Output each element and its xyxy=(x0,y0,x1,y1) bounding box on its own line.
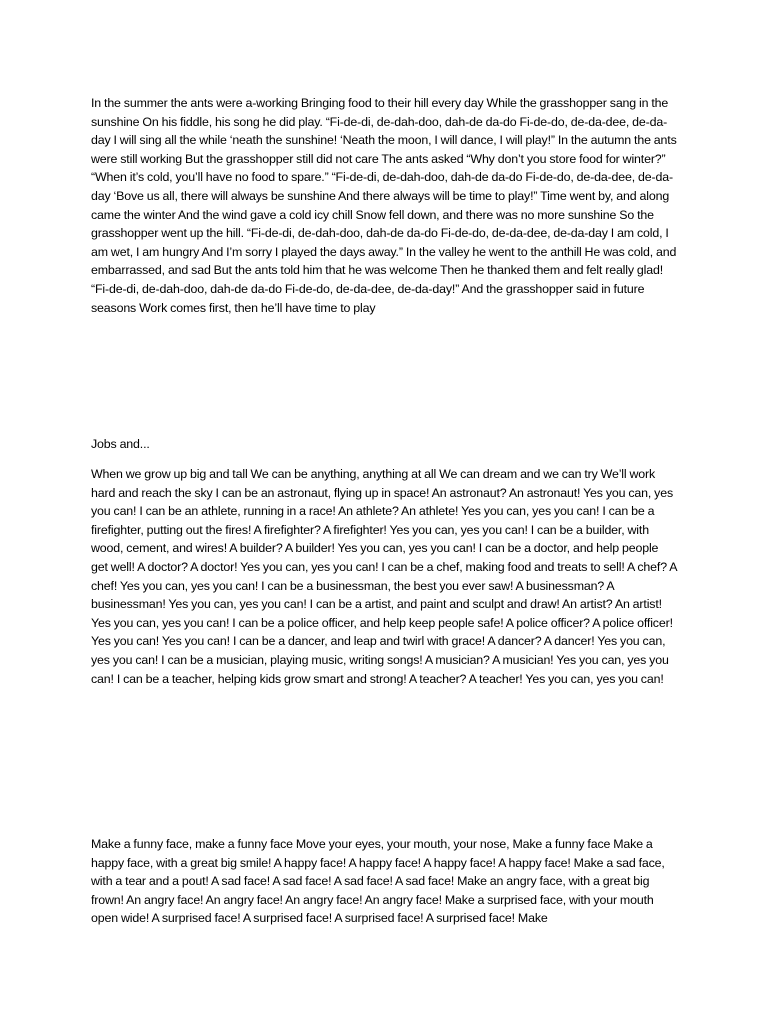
grasshopper-song-paragraph: In the summer the ants were a-working Bringing food to their hill every day While the grasshopper sang in the sunshine On his fiddle, his song he did play. “Fi-de-di, de-dah-doo, dah-de da-do Fi-de-do, de-da-dee, de-da-day I will sing all the while ‘neath the sunshine! ‘Neath the moon, I will dance, I will play!” In the autumn the ants were still working But the grasshopper still did not care The ants asked “Why don’t you store food for winter?” “When it’s cold, you’ll have no food to spare.” “Fi-de-di, de-dah-doo, dah-de da-do Fi-de-do, de-da-dee, de-da-day ‘Bove us all, there will always be sunshine And there always will be time to play!” Time went by, and along came the winter And the wind gave a cold icy chill Snow fell down, and there was no more sunshine So the grasshopper went up the hill. “Fi-de-di, de-dah-doo, dah-de da-do Fi-de-do, de-da-dee, de-da-day I am cold, I am wet, I am hungry And I’m sorry I played the days away.” In the valley he went to the anthill He was cold, and embarrassed, and sad But the ants told him that he was welcome Then he thanked them and felt really glad! “Fi-de-di, de-dah-doo, dah-de da-do Fi-de-do, de-da-dee, de-da-day!” And the grasshopper said in future seasons Work comes first, then he’ll have time to play xyxy=(91,96,677,315)
section-heading: Jobs and... xyxy=(91,437,150,451)
jobs-song-paragraph: When we grow up big and tall We can be anything, anything at all We can dream and we can try We’ll work hard and reach the sky I can be an astronaut, flying up in space! An astronaut? An astronaut! Yes you can, yes you can! I can be an athlete, running in a race! An athlete? An athlete! Yes you can, yes you can! I can be a firefighter, putting out the fires! A firefighter? A firefighter! Yes you can, yes you can! I can be a builder, with wood, cement, and wires! A builder? A builder! Yes you can, yes you can! I can be a doctor, and help people get well! A doctor? A doctor! Yes you can, yes you can! I can be a chef, making food and treats to sell! A chef? A chef! Yes you can, yes you can! I can be a businessman, the best you ever saw! A businessman? A businessman! Yes you can, yes you can! I can be a artist, and paint and sculpt and draw! An artist? An artist! Yes you can, yes you can! I can be a police officer, and help keep people safe! A police officer? A police officer! Yes you can! Yes you can! I can be a dancer, and leap and twirl with grace! A dancer? A dancer! Yes you can, yes you can! I can be a musician, playing music, writing songs! A musician? A musician! Yes you can, yes you can! I can be a teacher, helping kids grow smart and strong! A teacher? A teacher! Yes you can, yes you can! xyxy=(91,467,677,686)
funny-face-song-paragraph: Make a funny face, make a funny face Move your eyes, your mouth, your nose, Make a funny face Make a happy face, with a great big smile! A happy face! A happy face! A happy face! A happy face! Make a sad face, with a tear and a pout! A sad face! A sad face! A sad face! A sad face! Make an angry face, with a great big frown! An angry face! An angry face! An angry face! An angry face! Make a surprised face, with your mouth open wide! A surprised face! A surprised face! A surprised face! A surprised face! Make xyxy=(91,837,665,926)
